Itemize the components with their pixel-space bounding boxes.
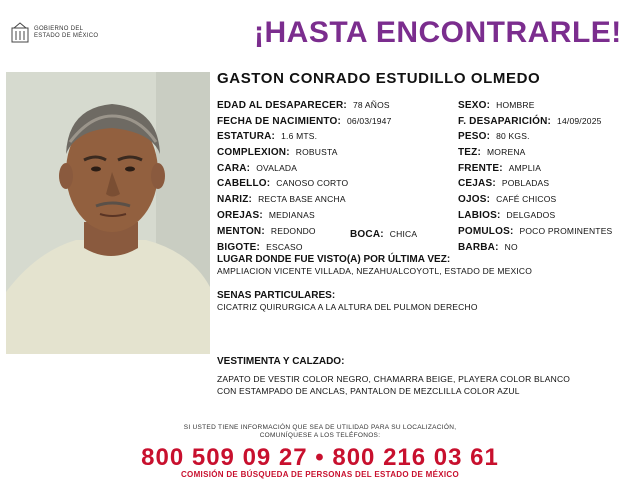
clothing-section [217,356,570,397]
field-label: OREJAS: [217,210,263,221]
field-label: BOCA: [350,229,384,240]
phone-numbers[interactable]: 800 509 09 27 • 800 216 03 61 [141,444,499,471]
field-label: SEXO: [458,100,491,111]
field-value: CANOSO CORTO [276,178,349,188]
field-label: NARIZ: [217,194,253,205]
field-bigote [217,237,303,255]
government-logo [10,22,120,46]
commission-name: COMISIÓN DE BÚSQUEDA DE PERSONAS DEL ESTADO DE MÉXICO [180,470,459,479]
field-label: F. DESAPARICIÓN: [458,116,552,127]
field-label: OJOS: [458,194,491,205]
field-value: 80 KGS. [496,131,530,141]
field-value: DELGADOS [506,210,556,220]
field-label: FECHA DE NACIMIENTO: [217,116,341,127]
field-boca [350,224,417,242]
field-label: LABIOS: [458,210,501,221]
field-value: ESCASO [266,242,303,252]
field-label: PESO: [458,131,491,142]
field-label: MENTON: [217,226,265,237]
distinguishing-marks-value: CICATRIZ QUIRURGICA A LA ALTURA DEL PULMON DERECHO [217,302,478,312]
last-seen-value: AMPLIACION VICENTE VILLADA, NEZAHUALCOYOTL, ESTADO DE MEXICO [217,266,533,276]
field-value: NO [504,242,518,252]
field-value: 14/09/2025 [557,116,602,126]
field-value: POBLADAS [501,178,550,188]
clothing-label: VESTIMENTA Y CALZADO: [217,356,345,367]
missing-person-photo [6,72,210,354]
field-value: CAFÉ CHICOS [496,194,557,204]
field-label: CABELLO: [217,178,271,189]
field-value: MORENA [487,147,526,157]
field-label: CARA: [217,163,251,174]
field-value: RECTA BASE ANCHA [258,194,346,204]
field-value: MEDIANAS [268,210,315,220]
field-label: BIGOTE: [217,242,261,253]
field-label: CEJAS: [458,178,496,189]
distinguishing-marks-section [217,290,478,313]
field-value: HOMBRE [496,100,535,110]
field-label: EDAD AL DESAPARECER: [217,100,347,111]
last-seen-section [217,254,532,277]
state-crest-icon [10,22,30,44]
field-barba [458,237,518,255]
last-seen-label: LUGAR DONDE FUE VISTO(A) POR ÚLTIMA VEZ: [217,254,451,265]
headline: ¡HASTA ENCONTRARLE! [254,16,622,49]
field-value: 06/03/1947 [347,116,392,126]
clothing-value: ZAPATO DE VESTIR COLOR NEGRO, CHAMARRA BEIGE, PLAYERA COLOR BLANCO CON ESTAMPADO DE ANCLAS, PANTALON DE MEZCLILLA COLOR AZUL [217,374,571,396]
field-value: 1.6 MTS. [281,131,318,141]
field-value: REDONDO [270,226,316,236]
field-label: TEZ: [458,147,482,158]
field-label: COMPLEXION: [217,147,290,158]
field-value: AMPLIA [508,163,542,173]
field-label: FRENTE: [458,163,503,174]
field-label: ESTATURA: [217,131,276,142]
field-value: OVALADA [256,163,298,173]
field-label: BARBA: [458,242,499,253]
contact-instructions: SI USTED TIENE INFORMACIÓN QUE SEA DE UTILIDAD PARA SU LOCALIZACIÓN, COMUNÍQUESE A LOS TELÉFONOS: [183,424,457,439]
field-value: 78 AÑOS [352,100,390,110]
field-value: POCO PROMINENTES [519,226,613,236]
distinguishing-marks-label: SENAS PARTICULARES: [217,290,336,301]
government-name: GOBIERNO DEL ESTADO DE MÉXICO [34,26,99,39]
field-value: ROBUSTA [295,147,338,157]
field-value: CHICA [389,229,418,239]
person-name: GASTON CONRADO ESTUDILLO OLMEDO [217,70,541,87]
field-label: POMULOS: [458,226,514,237]
